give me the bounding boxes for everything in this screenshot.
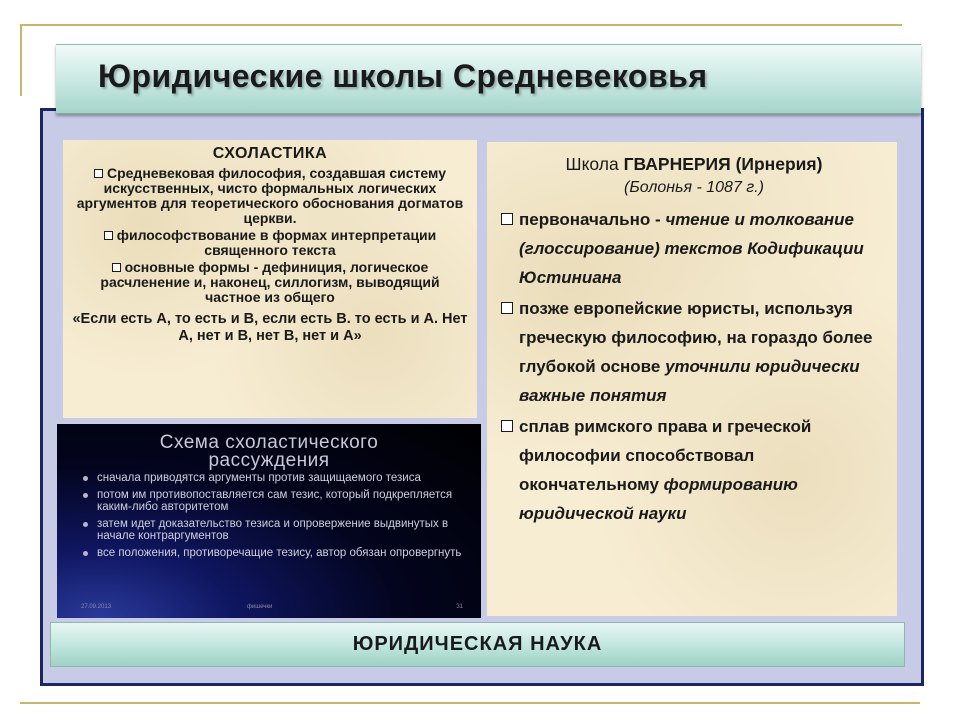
slide-footer-text: фишечки (247, 604, 273, 610)
slide-list-item (83, 489, 463, 514)
slide-item-text: затем идет доказательство тезиса и опровержение выдвинутых в начале контраргументов (97, 517, 449, 542)
guarneri-item-text: первоначально - (519, 210, 666, 229)
legal-science-label: ЮРИДИЧЕСКАЯ НАУКА (352, 633, 603, 655)
legal-science-bar (50, 622, 905, 667)
checkbox-bullet-icon (112, 263, 121, 272)
checkbox-bullet-icon (501, 302, 513, 314)
scholastic-item (71, 228, 469, 258)
guarneri-item-emphasis: чтение и толкование (глоссирование) текстов Кодификации Юстиниана (519, 210, 864, 287)
bullet-dot-icon (83, 522, 88, 527)
scholastic-quote: «Если есть А, то есть и В, если есть В. то есть и А. Нет А, нет и В, нет В, нет и А» (72, 311, 468, 344)
slide-item-text: все положения, противоречащие тезису, автор обязан опровергнуть (97, 546, 462, 559)
scholastic-item-text: философствование в формах интерпретации священного текста (116, 227, 437, 258)
slide-list-item (83, 547, 463, 560)
scholastic-item-text: Средневековая философия, создавшая систему искусственных, чисто формальных логических аргументов для теоретического обоснования догматов церкви. (76, 165, 464, 226)
checkbox-bullet-icon (501, 420, 513, 432)
guarneri-item (501, 294, 887, 410)
slide-title-line: рассуждения (208, 450, 330, 471)
bullet-dot-icon (83, 551, 88, 556)
slide-item-text: потом им противопоставляется сам тезис, который подкрепляется каким-либо авторитетом (97, 488, 453, 513)
guarneri-item (501, 205, 887, 292)
bullet-dot-icon (83, 476, 88, 481)
decorative-line-left (20, 24, 22, 96)
scholastic-item (71, 260, 469, 305)
page-title: Юридические школы Средневековья (98, 58, 708, 94)
scholastic-heading: СХОЛАСТИКА (212, 145, 328, 162)
slide-item-text: сначала приводятся аргументы против защищаемого тезиса (97, 472, 421, 484)
guarneri-item-text: позже европейские юристы, используя греческую философию, на гораздо более глубокой основе (519, 299, 873, 376)
bullet-dot-icon (83, 493, 88, 498)
slide-footer-date: 27.09.2013 (81, 604, 112, 610)
decorative-line-top (20, 24, 902, 26)
scheme-slide-image (57, 424, 481, 618)
scholastic-panel (63, 140, 477, 418)
slide-footer-page: 31 (456, 604, 463, 610)
guarneri-title (501, 152, 887, 176)
guarneri-item (501, 412, 887, 528)
scholastic-item (71, 166, 469, 226)
guarneri-title-prefix: Школа (565, 154, 624, 174)
scholastic-item-text: основные формы - дефиниция, логическое расчленение и, наконец, силлогизм, выводящий частное из общего (100, 259, 440, 305)
decorative-line-bottom (20, 702, 920, 704)
slide-list-item (83, 472, 463, 485)
guarneri-title-name: ГВАРНЕРИЯ (Ирнерия) (623, 154, 823, 174)
slide-title (57, 434, 481, 470)
guarneri-item-emphasis: уточнили юридически важные понятия (519, 357, 860, 405)
guarneri-item-emphasis: формированию юридической науки (519, 475, 798, 523)
checkbox-bullet-icon (501, 213, 513, 225)
checkbox-bullet-icon (104, 231, 113, 240)
slide-list-item (83, 518, 463, 543)
guarneri-item-text: сплав римского права и греческой философии способствовал окончательному (519, 417, 812, 494)
guarneri-subtitle: (Болонья - 1087 г.) (624, 179, 764, 196)
slide-title-line: Схема схоластического (159, 432, 379, 453)
checkbox-bullet-icon (94, 169, 103, 178)
slide-list (83, 472, 463, 563)
guarneri-panel (487, 142, 897, 616)
slide-footer (81, 604, 477, 610)
